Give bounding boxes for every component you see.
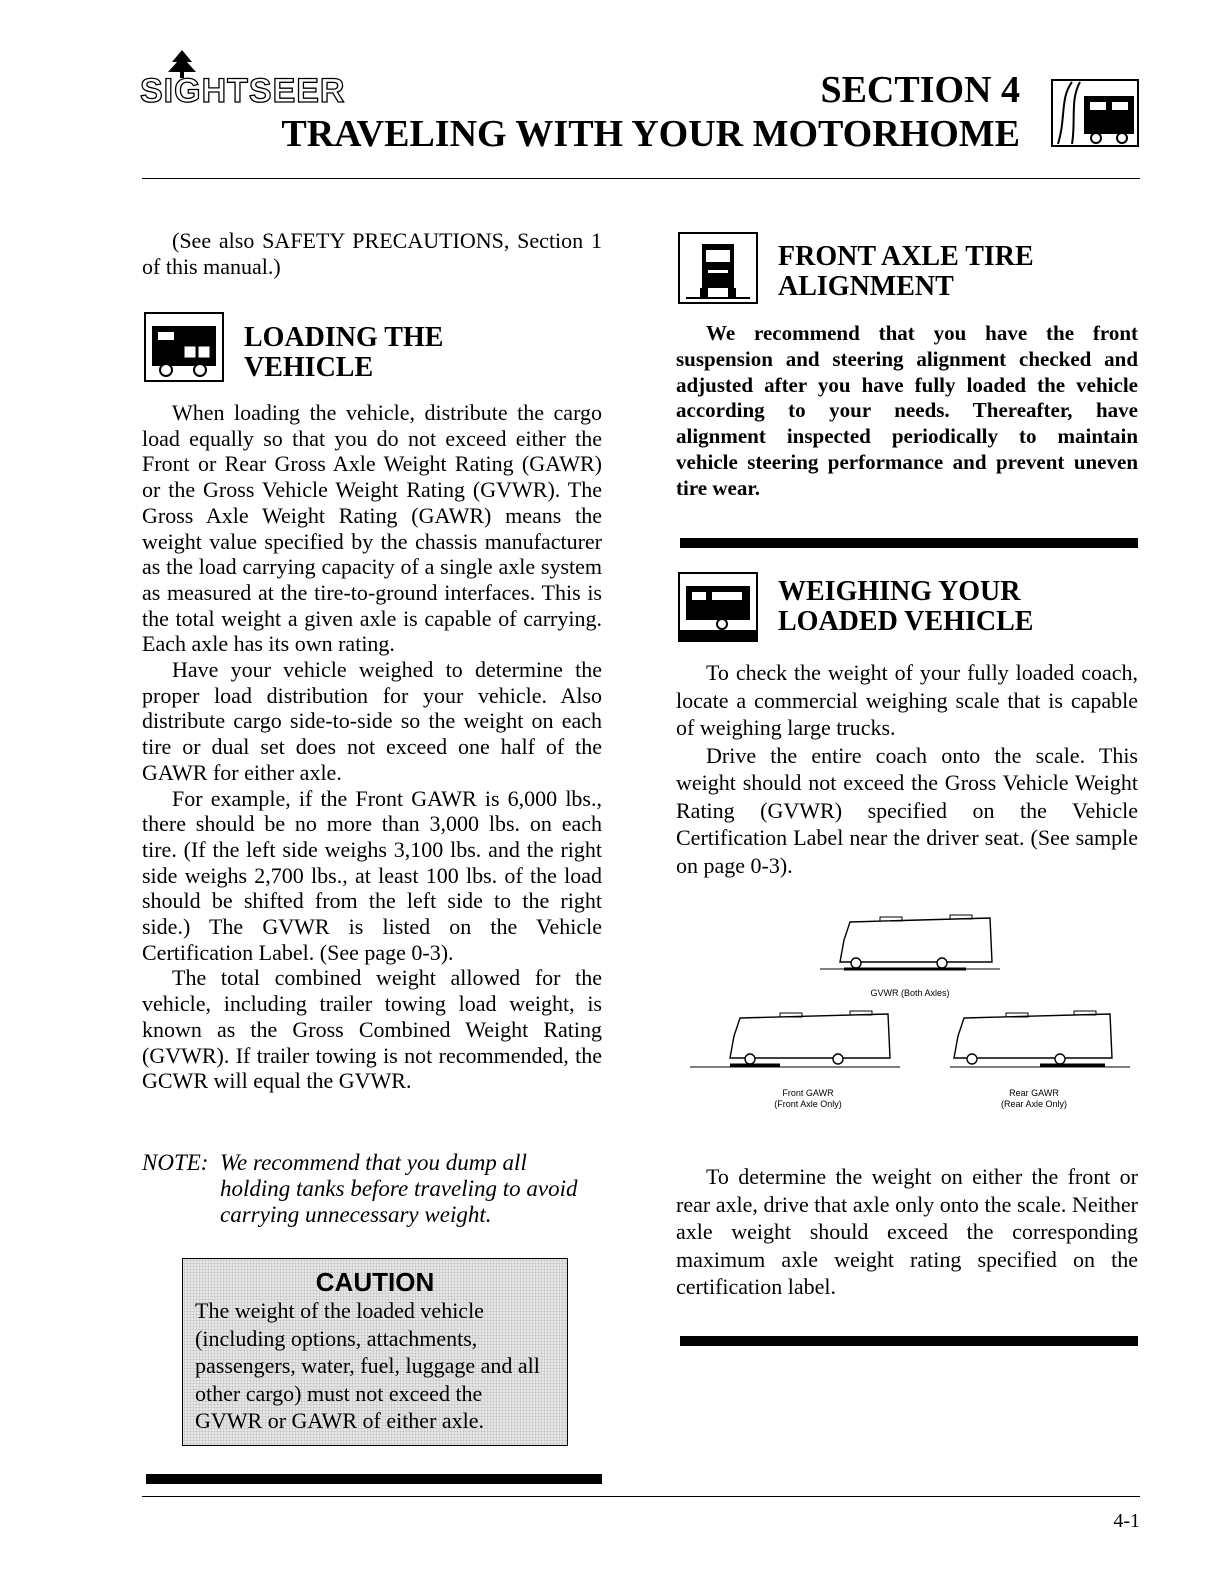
page-number: 4-1 xyxy=(1113,1510,1140,1532)
right-divider-bar-1 xyxy=(680,538,1138,548)
label-both-axles: GVWR (Both Axles) xyxy=(870,988,950,998)
weighing-heading: WEIGHING YOUR LOADED VEHICLE xyxy=(778,576,1034,637)
axle-weight-text: To determine the weight on either the front or rear axle, drive that axle only onto the scale. Neither axle weight should exceed the corresponding maximum axle weight rating specified on the certification label. xyxy=(676,1164,1138,1299)
paragraph: To check the weight of your fully loaded coach, locate a commercial weighing scale that is capable of weighing large trucks. xyxy=(676,660,1138,740)
weighing-body xyxy=(676,659,1138,879)
section-title: TRAVELING WITH YOUR MOTORHOME xyxy=(281,113,1020,155)
left-end-bar xyxy=(146,1474,602,1484)
motorhome-road-icon xyxy=(1050,78,1140,148)
caution-title: CAUTION xyxy=(315,1267,435,1297)
front-motorhome-icon xyxy=(678,232,758,304)
coach-both-axles-diagram xyxy=(820,910,1000,980)
footer-rule xyxy=(142,1496,1140,1497)
label-rear-axle: Rear GAWR (Rear Axle Only) xyxy=(1000,1088,1068,1109)
note-label: NOTE: xyxy=(142,1150,209,1175)
paragraph: The total combined weight allowed for the vehicle, including trailer towing load weight, is known as the Gross Combined Weight Rating (GVWR). If trailer towing is not recommended, the GCWR will equal the GVWR. xyxy=(142,965,602,1094)
coach-rear-axle-diagram xyxy=(930,1006,1130,1076)
section-number: SECTION 4 xyxy=(820,69,1020,111)
label-front-axle: Front GAWR (Front Axle Only) xyxy=(774,1088,842,1109)
loading-heading: LOADING THE VEHICLE xyxy=(244,322,444,383)
alignment-heading: FRONT AXLE TIRE ALIGNMENT xyxy=(778,241,1034,302)
sightseer-logo xyxy=(140,50,440,110)
paragraph: Drive the entire coach onto the scale. This weight should not exceed the Gross Vehicle Weight Rating (GVWR) specified on the Vehicle Certification Label near the driver seat. (See sample on page 0-3). xyxy=(676,742,1138,878)
paragraph: Have your vehicle weighed to determine the proper load distribution for your vehicle. Also distribute cargo side-to-side so the weight on each tire or dual set does not exceed one half of the GAWR for either axle. xyxy=(142,657,602,785)
loading-vehicle-icon xyxy=(144,312,224,384)
intro-text: (See also SAFETY PRECAUTIONS, Section 1 of this manual.) xyxy=(142,228,602,279)
note xyxy=(142,1150,602,1228)
weighing-vehicle-icon xyxy=(678,572,758,644)
coach-front-axle-diagram xyxy=(690,1006,900,1076)
caution-box xyxy=(182,1258,568,1446)
right-divider-bar-2 xyxy=(680,1336,1138,1346)
paragraph: When loading the vehicle, distribute the cargo load equally so that you do not exceed either the Front or Rear Gross Axle Weight Rating (GAWR) or the Gross Vehicle Weight Rating (GVWR). The Gross Axle Weight Rating (GAWR) means the weight value specified by the chassis manufacturer as the load carrying capacity of a single axle system as measured at the tire-to-ground interfaces. This is the total weight a given axle is capable of carrying. Each axle has its own rating. xyxy=(142,400,602,657)
note-text: We recommend that you dump all holding tanks before traveling to avoid carrying unnecessary weight. xyxy=(220,1150,578,1227)
loading-body xyxy=(142,400,602,1094)
paragraph: For example, if the Front GAWR is 6,000 lbs., there should be no more than 3,000 lbs. on each tire. (If the left side weighs 3,100 lbs. and the right side weighs 2,700 lbs., at least 100 lbs. of the load should be shifted from the left side to the right side.) The GVWR is listed on the Vehicle Certification Label. (See page 0-3). xyxy=(142,785,602,965)
header-rule xyxy=(142,178,1140,179)
alignment-text: We recommend that you have the front suspension and steering alignment checked and adjusted after you have fully loaded the vehicle according to your needs. Thereafter, have alignment inspected periodically to maintain vehicle steering performance and prevent uneven tire wear. xyxy=(676,321,1138,500)
caution-text: The weight of the loaded vehicle (including options, attachments, passengers, water, fuel, luggage and all other cargo) must not exceed the GVWR or GAWR of either axle. xyxy=(195,1298,540,1433)
logo-text: SIGHTSEER xyxy=(140,72,346,110)
